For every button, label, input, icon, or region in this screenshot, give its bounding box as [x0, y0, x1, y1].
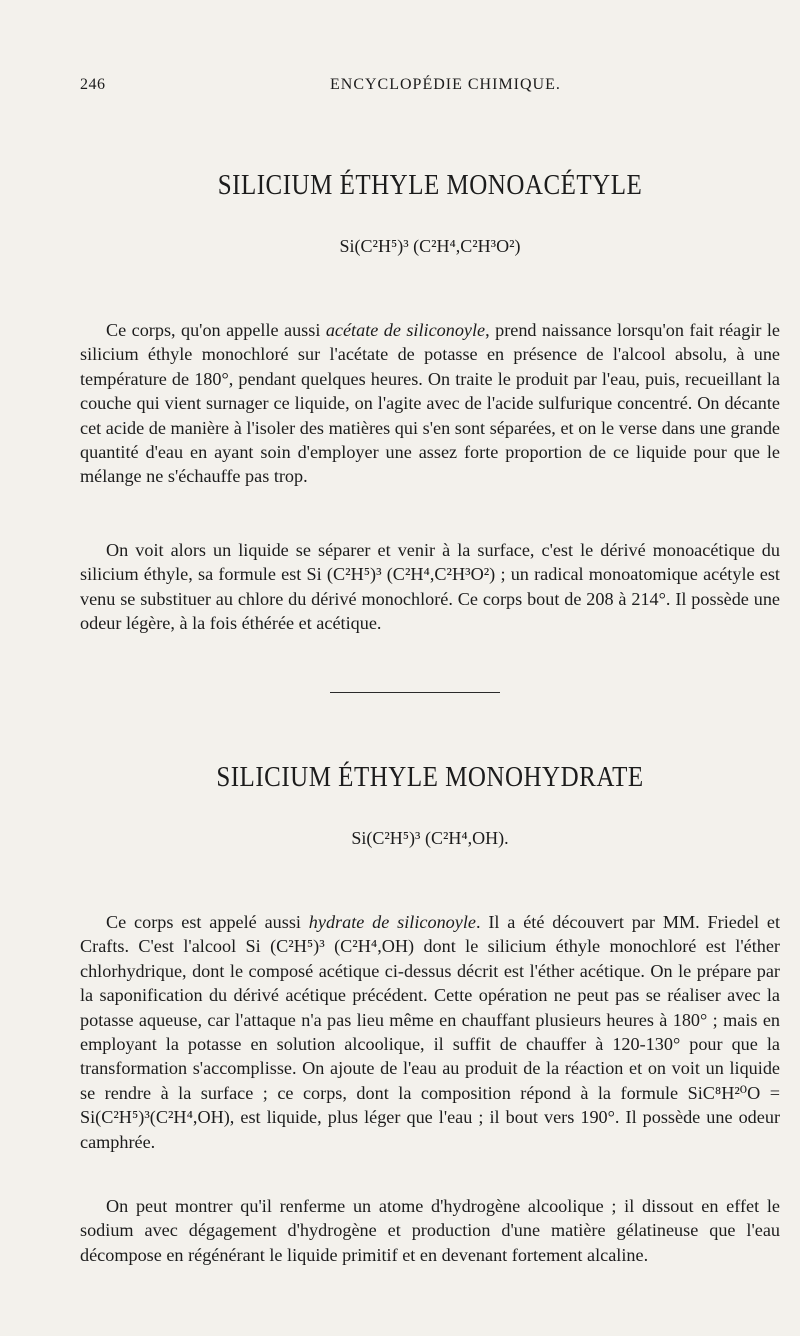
paragraph-text: Ce corps est appelé aussi	[106, 912, 309, 932]
running-title: ENCYCLOPÉDIE CHIMIQUE.	[330, 76, 561, 93]
paragraph-monoacetyle-2: On voit alors un liquide se séparer et venir à la surface, c'est le dérivé monoacétique du silicium éthyle, sa formule est Si (C²H⁵)³ (C²H⁴,C²H³O²) ; un radical monoatomique acétyle est venu se substituer au chlore du dérivé monochloré. Ce corps bout de 208 à 214°. Il possède une odeur légère, à la fois éthérée et acétique.	[80, 540, 780, 634]
paragraph-text: , prend naissance lorsqu'on fait réagir le silicium éthyle monochloré sur l'acétate de potasse en présence de l'alcool absolu, à une température de 180°, pendant quelques heures. On traite le produit par l'eau, puis, recueillant la couche qui vient surnager ce liquide, on l'agite avec de l'acide sulfurique concentré. On décante cet acide de manière à l'isoler des matières qui s'en sont séparées, et on le verse dans une grande quantité d'eau en ayant soin d'employer une assez forte proportion de ce liquide pour que le mélange ne s'échauffe pas trop.	[80, 320, 781, 487]
paragraph-monoacetyle-1	[80, 318, 780, 489]
section-title-monohydrate: SILICIUM ÉTHYLE MONOHYDRATE	[216, 761, 644, 793]
paragraph-monohydrate-2: On peut montrer qu'il renferme un atome d'hydrogène alcoolique ; il dissout en effet le sodium avec dégagement d'hydrogène et production d'une matière gélatineuse que l'eau décompose en régénérant le liquide primitif et en devenant fortement alcaline.	[80, 1196, 780, 1265]
page-number: 246	[80, 76, 106, 93]
section-title-monoacetyle: SILICIUM ÉTHYLE MONOACÉTYLE	[217, 169, 643, 201]
paragraph-monohydrate-1	[80, 910, 780, 1154]
running-head	[80, 76, 780, 100]
italic-term: acétate de siliconoyle	[325, 320, 486, 340]
paragraph-text: . Il a été découvert par MM. Friedel et Crafts. C'est l'alcool Si (C²H⁵)³ (C²H⁴,OH) dont le silicium éthyle monochloré est l'éther chlorhydrique, dont le composé acétique ci-dessus décrit est l'éther acétique. On le prépare par la saponification du dérivé acétique précédent. Cette opération ne peut pas se réaliser avec la potasse aqueuse, car l'attaque n'a pas lieu même en chauffant plusieurs heures à 180° ; mais en employant la potasse en solution alcoolique, il suffit de chauffer à 120-130° pour que la transformation s'accomplisse. On ajoute de l'eau au produit de la réaction et on voit un liquide se rendre à la surface ; ce corps, dont la composition répond à la formule SiC⁸H²⁰O = Si(C²H⁵)³(C²H⁴,OH), est liquide, plus léger que l'eau ; il bout vers 190°. Il possède une odeur camphrée.	[80, 912, 781, 1152]
formula-monoacetyle: Si(C²H⁵)³ (C²H⁴,C²H³O²)	[339, 236, 521, 256]
paragraph-text: Ce corps, qu'on appelle aussi	[106, 320, 326, 340]
italic-term: hydrate de siliconoyle	[308, 912, 476, 932]
formula-monohydrate: Si(C²H⁵)³ (C²H⁴,OH).	[351, 828, 509, 848]
section-divider	[330, 692, 500, 693]
